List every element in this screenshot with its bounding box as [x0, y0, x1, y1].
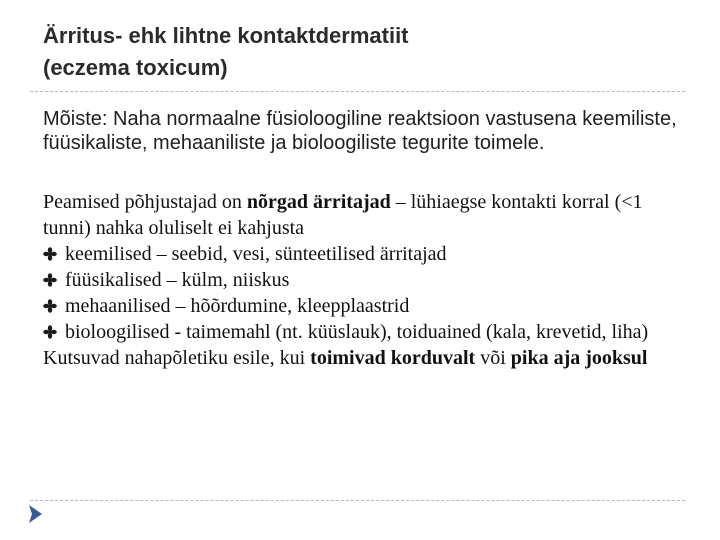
list-item-text: mehaanilised – hõõrdumine, kleepplaastrid: [65, 295, 410, 317]
list-item: [43, 241, 693, 267]
closing-text-before: Kutsuvad nahapõletiku esile, kui: [43, 347, 311, 369]
list-item-text: bioloogilised - taimemahl (nt. küüslauk), toiduained (kala, krevetid, liha): [65, 321, 649, 343]
fleur-bullet-icon: [43, 247, 57, 261]
closing-bold-1: toimivad korduvalt: [310, 347, 476, 369]
closing-paragraph: [43, 345, 693, 371]
slide-title-line-1: Ärritus- ehk lihtne kontaktdermatiit: [43, 23, 409, 48]
title-divider: [30, 91, 685, 92]
list-item-text: keemilised – seebid, vesi, sünteetilised ärritajad: [65, 243, 447, 265]
content-body: [43, 189, 693, 371]
definition-text: Mõiste: Naha normaalne füsioloogiline reaktsioon vastusena keemiliste, füüsikaliste, mehaaniliste ja bioloogiliste tegurite toimele.: [43, 108, 677, 154]
next-slide-arrow-icon[interactable]: [26, 503, 44, 525]
closing-bold-2: pika aja jooksul: [510, 347, 648, 369]
slide-title-line-2: (eczema toxicum): [43, 55, 228, 80]
intro-paragraph: [43, 189, 693, 241]
fleur-bullet-icon: [43, 325, 57, 339]
list-item: [43, 293, 693, 319]
intro-bold-text: nõrgad ärritajad: [246, 191, 391, 213]
list-item: [43, 319, 693, 345]
footer-divider: [30, 500, 685, 501]
cause-list: [43, 241, 693, 345]
list-item: [43, 267, 693, 293]
intro-text-after: – lühiaegse kontakti korral (<1 tunni) nahka oluliselt ei kahjusta: [43, 191, 643, 239]
slide-title: [43, 20, 683, 84]
fleur-bullet-icon: [43, 273, 57, 287]
closing-text-middle: või: [475, 347, 511, 369]
list-item-text: füüsikalised – külm, niiskus: [65, 269, 290, 291]
fleur-bullet-icon: [43, 299, 57, 313]
intro-text-before: Peamised põhjustajad on: [43, 191, 247, 213]
